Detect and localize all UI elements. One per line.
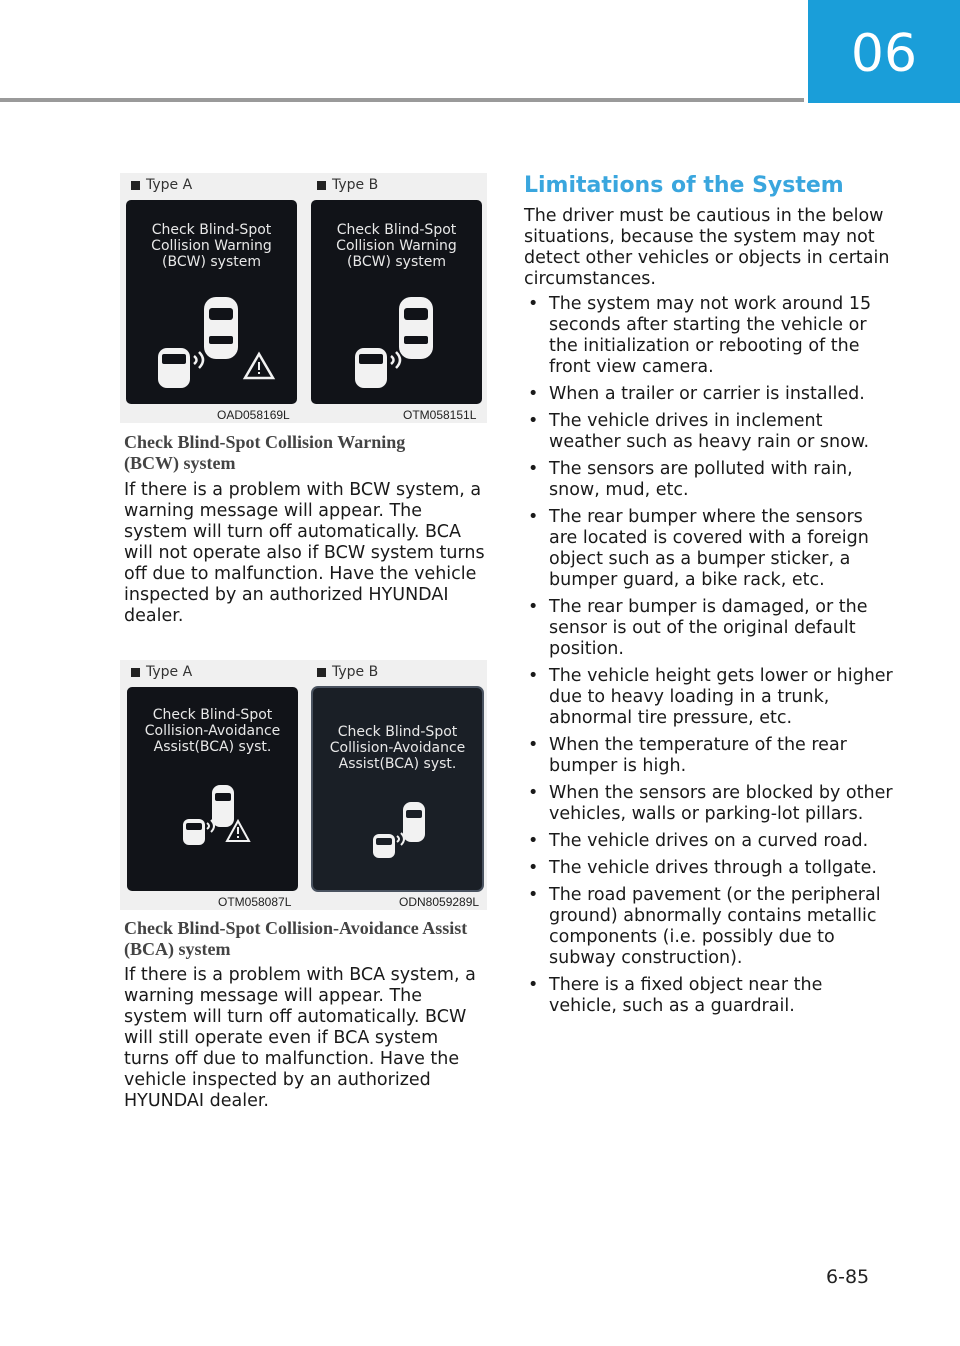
list-item: • The vehicle height gets lower or higher due to heavy loading in a trunk, abnormal tire pressure, etc.: [528, 666, 893, 728]
bca-type-a-screen: [127, 687, 298, 891]
bullet-icon: •: [528, 597, 539, 617]
figure-code: ODN8059289L: [399, 895, 480, 909]
figure-code: OTM058151L: [403, 408, 477, 422]
square-bullet-icon: [317, 668, 326, 677]
list-item: • The vehicle drives on a curved road.: [528, 831, 869, 851]
list-item: • The vehicle drives through a tollgate.: [528, 858, 877, 878]
list-item: • When the sensors are blocked by other vehicles, walls or parking-lot pillars.: [528, 783, 893, 824]
bullet-icon: •: [528, 735, 539, 755]
bca-type-b-screen: [311, 686, 484, 892]
bcw-type-a-screen: [126, 200, 297, 404]
list-item: • The rear bumper where the sensors are located is covered with a foreign object such as a bumper sticker, a bumper guard, a bike rack, etc.: [528, 507, 869, 590]
list-item: • The rear bumper is damaged, or the sensor is out of the original default position.: [528, 597, 868, 659]
bullet-icon: •: [528, 666, 539, 686]
limitations-list: [524, 294, 894, 1023]
bcw-type-a-label: Type A: [131, 177, 192, 193]
bcw-heading: Check Blind-Spot Collision Warning (BCW) system: [124, 432, 406, 473]
limitations-intro: The driver must be cautious in the below situations, because the system may not detect other vehicles or objects in certain circumstances.: [524, 206, 890, 289]
bullet-icon: •: [528, 507, 539, 527]
list-item: • The system may not work around 15 seconds after starting the vehicle or the initialization or rebooting of the front view camera.: [528, 294, 872, 377]
chapter-tab: 06: [808, 0, 960, 103]
blind-spot-warning-illustration: [311, 200, 482, 404]
bcw-type-b-label: Type B: [317, 177, 378, 193]
figure-code: OAD058169L: [217, 408, 290, 422]
list-item: • The road pavement (or the peripheral ground) abnormally contains metallic components (i.e. possibly due to subway construction).: [528, 885, 881, 968]
screen-message: Check Blind-Spot Collision Warning (BCW) system: [151, 222, 272, 270]
bcw-type-b-screen: [311, 200, 482, 404]
bullet-icon: •: [528, 858, 539, 878]
header-rule: [0, 98, 804, 102]
list-item: • The vehicle drives in inclement weather such as heavy rain or snow.: [528, 411, 870, 452]
list-item: • When the temperature of the rear bumper is high.: [528, 735, 847, 776]
screen-message: Check Blind-Spot Collision-Avoidance Assist(BCA) syst.: [144, 707, 281, 755]
bca-heading: Check Blind-Spot Collision-Avoidance Assist (BCA) system: [124, 918, 468, 959]
screen-message: Check Blind-Spot Collision-Avoidance Assist(BCA) syst.: [329, 724, 466, 772]
bullet-icon: •: [528, 831, 539, 851]
bcw-body: If there is a problem with BCW system, a warning message will appear. The system will turn off automatically. BCA will not operate also if BCW system turns off due to malfunction. Have the vehicle inspected by an authorized HYUNDAI dealer.: [124, 480, 485, 626]
bullet-icon: •: [528, 783, 539, 803]
limitations-title: Limitations of the System: [524, 173, 844, 198]
square-bullet-icon: [131, 668, 140, 677]
bullet-icon: •: [528, 975, 539, 995]
list-item: • There is a fixed object near the vehicle, such as a guardrail.: [528, 975, 823, 1016]
blind-spot-warning-illustration: [313, 688, 484, 892]
blind-spot-warning-illustration: [127, 687, 298, 891]
bca-type-b-label: Type B: [317, 664, 378, 680]
bullet-icon: •: [528, 411, 539, 431]
square-bullet-icon: [131, 181, 140, 190]
screen-message: Check Blind-Spot Collision Warning (BCW) system: [336, 222, 457, 270]
bullet-icon: •: [528, 294, 539, 314]
figure-code: OTM058087L: [218, 895, 292, 909]
list-item: • When a trailer or carrier is installed.: [528, 384, 865, 404]
bca-type-a-label: Type A: [131, 664, 192, 680]
bullet-icon: •: [528, 459, 539, 479]
square-bullet-icon: [317, 181, 326, 190]
bullet-icon: •: [528, 384, 539, 404]
blind-spot-warning-illustration: [126, 200, 297, 404]
bca-body: If there is a problem with BCA system, a warning message will appear. The system will turn off automatically. BCW will still operate even if BCA system turns off due to malfunction. Have the vehicle inspected by an authorized HYUNDAI dealer.: [124, 965, 476, 1111]
bullet-icon: •: [528, 885, 539, 905]
list-item: • The sensors are polluted with rain, snow, mud, etc.: [528, 459, 853, 500]
page-number: 6-85: [826, 1266, 870, 1288]
